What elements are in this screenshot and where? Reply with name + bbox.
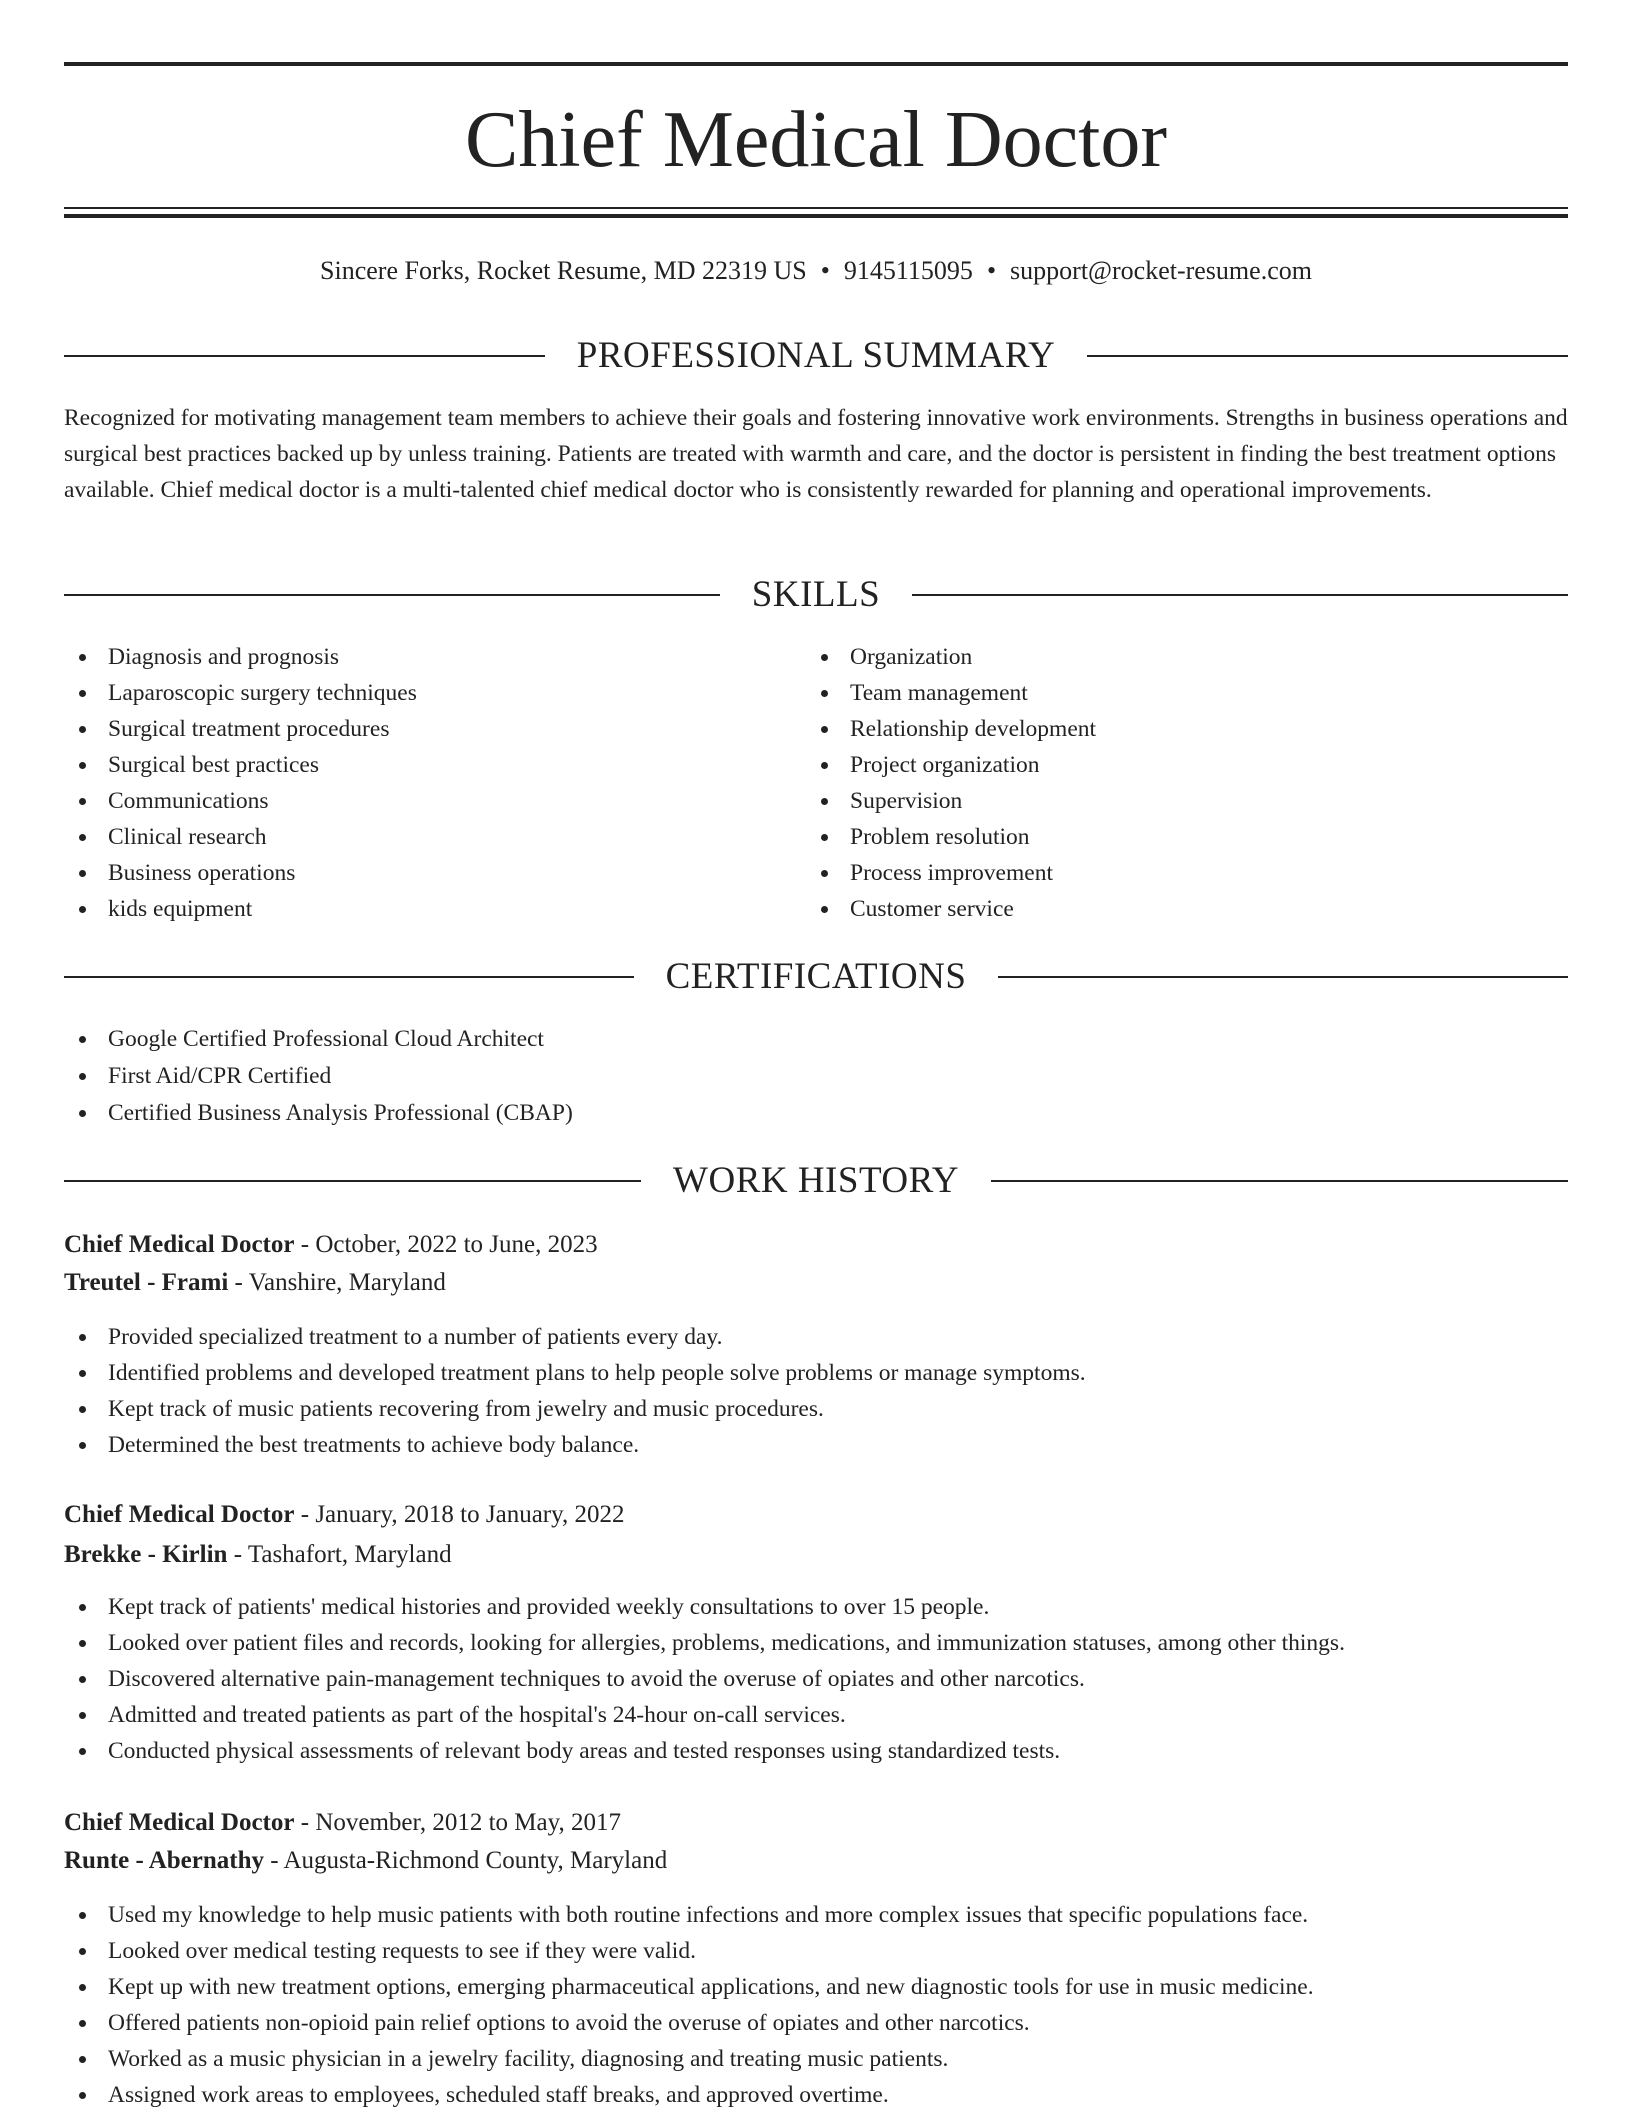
job-location: Augusta-Richmond County, Maryland [283,1847,668,1874]
section-rule-right [991,1180,1568,1182]
job-company-line [64,1842,667,1880]
section-heading-work-history [64,1159,1568,1203]
job-title-line [64,1804,621,1842]
contact-line [64,254,1568,288]
section-heading-certifications [64,955,1568,999]
section-rule-left [64,1180,641,1182]
job-location: Tashafort, Maryland [247,1541,452,1568]
job-bullets [64,1897,1568,2113]
skill-item: Laparoscopic surgery techniques [64,675,764,711]
section-title-work-history: WORK HISTORY [673,1160,959,1201]
job-bullet: Kept track of music patients recovering from jewelry and music procedures. [64,1391,1568,1427]
job-dash: - [300,1231,310,1258]
job-title: Chief Medical Doctor [64,1231,295,1258]
section-title-skills: SKILLS [751,574,881,615]
job-company: Brekke - Kirlin [64,1541,228,1568]
job-bullet: Looked over patient files and records, looking for allergies, problems, medications, and immunization statuses, among other things. [64,1625,1568,1661]
job-dash: - [300,1809,310,1836]
job-bullet: Identified problems and developed treatment plans to help people solve problems or manage symptoms. [64,1355,1568,1391]
section-rule-left [64,594,720,596]
section-heading-skills [64,573,1568,617]
skill-item: Process improvement [806,855,1506,891]
job-bullet: Provided specialized treatment to a number of patients every day. [64,1319,1568,1355]
section-rule-right [912,594,1568,596]
skill-item: Surgical treatment procedures [64,711,764,747]
job-title: Chief Medical Doctor [64,1501,295,1528]
job-bullet: Assigned work areas to employees, scheduled staff breaks, and approved overtime. [64,2077,1568,2113]
header-double-rule-top [64,207,1568,209]
job-dates: November, 2012 to May, 2017 [315,1809,621,1836]
skill-item: Surgical best practices [64,747,764,783]
certification-item: Google Certified Professional Cloud Architect [64,1021,1568,1058]
skill-item: Team management [806,675,1506,711]
skills-list-left [64,639,764,927]
job-bullet: Kept up with new treatment options, emerging pharmaceutical applications, and new diagnostic tools for use in music medicine. [64,1969,1568,2005]
contact-separator: • [986,256,997,285]
job-dash: - [270,1847,279,1874]
certification-item: First Aid/CPR Certified [64,1058,1568,1095]
job-company-line [64,1264,446,1302]
contact-email: support@rocket-resume.com [1010,256,1312,285]
contact-separator: • [820,256,830,285]
job-dash: - [300,1501,310,1528]
skill-item: Problem resolution [806,819,1506,855]
contact-address: Sincere Forks, Rocket Resume, MD 22319 US [320,256,807,285]
skill-item: Communications [64,783,764,819]
job-bullet: Used my knowledge to help music patients with both routine infections and more complex issues that specific populations face. [64,1897,1568,1933]
job-bullet: Conducted physical assessments of relevant body areas and tested responses using standardized tests. [64,1733,1568,1769]
job-bullet: Discovered alternative pain-management techniques to avoid the overuse of opiates and other narcotics. [64,1661,1568,1697]
job-company-line [64,1536,452,1574]
job-bullet: Looked over medical testing requests to see if they were valid. [64,1933,1568,1969]
skill-item: Project organization [806,747,1506,783]
job-title-line [64,1496,625,1534]
job-company: Runte - Abernathy [64,1847,265,1874]
skill-item: Supervision [806,783,1506,819]
job-dash: - [233,1541,243,1568]
section-heading-summary [64,334,1568,378]
job-dash: - [234,1269,243,1296]
header-double-rule-bottom [64,214,1568,218]
section-title-certifications: CERTIFICATIONS [665,956,967,997]
skill-item: kids equipment [64,891,764,927]
certifications-list [64,1021,1568,1132]
page-title: Chief Medical Doctor [465,96,1167,184]
job-title-line [64,1226,598,1264]
summary-text: Recognized for motivating management team members to achieve their goals and fostering innovative work environments. Strengths in business operations and surgical best practices backed up by unless training. Patients are treated with warmth and care, and the doctor is persistent in finding the best treatment options available. Chief medical doctor is a multi-talented chief medical doctor who is consistently rewarded for planning and operational improvements. [64,405,1568,503]
header-top-rule [64,62,1568,66]
skill-item: Organization [806,639,1506,675]
job-location: Vanshire, Maryland [248,1269,446,1296]
job-bullet: Determined the best treatments to achieve body balance. [64,1427,1568,1463]
job-bullet: Kept track of patients' medical histories and provided weekly consultations to over 15 people. [64,1589,1568,1625]
skill-item: Customer service [806,891,1506,927]
contact-phone: 9145115095 [843,256,973,285]
job-bullet: Worked as a music physician in a jewelry facility, diagnosing and treating music patients. [64,2041,1568,2077]
section-rule-right [998,976,1568,978]
job-dates: October, 2022 to June, 2023 [315,1231,598,1258]
skills-list-right [806,639,1506,927]
job-dates: January, 2018 to January, 2022 [315,1501,625,1528]
job-company: Treutel - Frami [64,1269,229,1296]
section-rule-left [64,976,634,978]
skill-item: Diagnosis and prognosis [64,639,764,675]
job-bullets [64,1589,1568,1769]
section-rule-right [1087,355,1568,357]
skill-item: Clinical research [64,819,764,855]
skill-item: Relationship development [806,711,1506,747]
job-bullet: Offered patients non-opioid pain relief options to avoid the overuse of opiates and other narcotics. [64,2005,1568,2041]
job-bullet: Admitted and treated patients as part of the hospital's 24-hour on-call services. [64,1697,1568,1733]
job-title: Chief Medical Doctor [64,1809,295,1836]
job-bullets [64,1319,1568,1463]
section-rule-left [64,355,545,357]
certification-item: Certified Business Analysis Professional (CBAP) [64,1095,1568,1132]
section-title-summary: PROFESSIONAL SUMMARY [576,335,1056,376]
skill-item: Business operations [64,855,764,891]
